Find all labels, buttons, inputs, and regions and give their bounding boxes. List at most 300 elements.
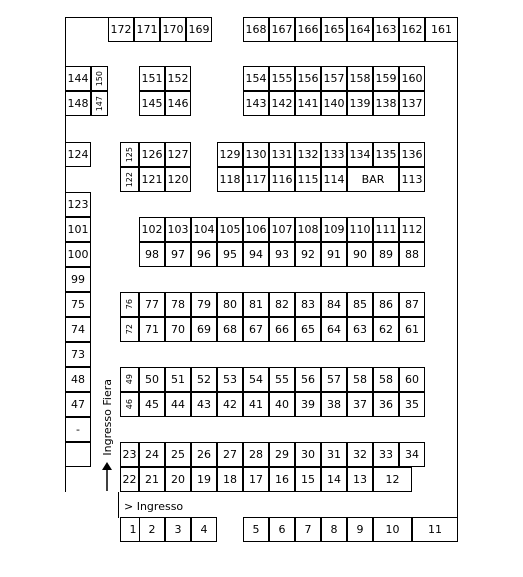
stand-108 <box>295 217 321 242</box>
stand-43 <box>191 392 217 417</box>
stand-label: 127 <box>167 148 189 161</box>
stand-label: 135 <box>375 148 397 161</box>
stand-label: 82 <box>275 298 289 311</box>
stand-label: 32 <box>353 448 367 461</box>
stand-label: 33 <box>379 448 393 461</box>
stand-71 <box>139 317 165 342</box>
stand-label: 88 <box>405 248 419 261</box>
stand-label: 138 <box>375 97 397 110</box>
stand-99 <box>65 267 91 292</box>
stand-label: 169 <box>188 23 210 36</box>
stand-label: 130 <box>245 148 267 161</box>
stand-label: 34 <box>405 448 419 461</box>
stand-46 <box>120 392 139 417</box>
stand-34 <box>399 442 425 467</box>
stand-label: 139 <box>349 97 371 110</box>
stand-label: 10 <box>385 523 400 536</box>
stand-110 <box>347 217 373 242</box>
entrance-line <box>118 492 119 518</box>
stand-172 <box>108 17 134 42</box>
stand-label: 93 <box>275 248 289 261</box>
stand-label: 22 <box>122 473 137 486</box>
stand-26 <box>191 442 217 467</box>
stand-label: - <box>76 423 80 436</box>
stand-33 <box>373 442 399 467</box>
stand-155 <box>269 66 295 91</box>
stand-31 <box>321 442 347 467</box>
stand-121 <box>139 167 165 192</box>
stand-label: 164 <box>349 23 371 36</box>
stand-8 <box>321 517 347 542</box>
stand-label: 151 <box>141 72 163 85</box>
stand-label: 144 <box>67 72 89 85</box>
stand-label: 155 <box>271 72 293 85</box>
stand-122 <box>120 167 139 192</box>
stand-72 <box>120 317 139 342</box>
stand-115 <box>295 167 321 192</box>
stand-label: 20 <box>171 473 185 486</box>
stand-label: 3 <box>174 523 182 536</box>
stand-92 <box>295 242 321 267</box>
stand-label: 125 <box>124 146 134 163</box>
stand-9 <box>347 517 373 542</box>
stand-label: 15 <box>301 473 315 486</box>
stand-label: 159 <box>375 72 397 85</box>
stand-label: 172 <box>110 23 132 36</box>
stand-label: 52 <box>197 373 211 386</box>
stand-label: 58 <box>379 373 393 386</box>
stand-91 <box>321 242 347 267</box>
stand-label: 69 <box>197 323 211 336</box>
stand-159 <box>373 66 399 91</box>
stand-150 <box>91 66 108 91</box>
stand-50 <box>139 367 165 392</box>
stand-6 <box>269 517 295 542</box>
stand-label: 26 <box>197 448 211 461</box>
stand-label: 47 <box>71 398 85 411</box>
stand-label: 111 <box>375 223 397 236</box>
stand-160 <box>399 66 425 91</box>
stand-75 <box>65 292 91 317</box>
stand-label: 132 <box>297 148 319 161</box>
stand-28 <box>243 442 269 467</box>
stand-111 <box>373 217 399 242</box>
stand-label: 84 <box>327 298 341 311</box>
stand-131 <box>269 142 295 167</box>
stand-104 <box>191 217 217 242</box>
stand-36 <box>373 392 399 417</box>
stand-label: 79 <box>197 298 211 311</box>
stand-77 <box>139 292 165 317</box>
stand-45 <box>139 392 165 417</box>
stand-label: 55 <box>275 373 289 386</box>
stand-label: 80 <box>223 298 237 311</box>
stand-19 <box>191 467 217 492</box>
stand-label: 35 <box>405 398 419 411</box>
stand-13 <box>347 467 373 492</box>
stand-51 <box>165 367 191 392</box>
stand-label: 62 <box>379 323 393 336</box>
stand-label: 1 <box>129 523 137 536</box>
stand-label: 29 <box>275 448 289 461</box>
stand-89 <box>373 242 399 267</box>
stand-35 <box>399 392 425 417</box>
stand-label: 45 <box>145 398 159 411</box>
stand-23 <box>120 442 139 467</box>
stand-label: 114 <box>323 173 345 186</box>
stand-139 <box>347 91 373 116</box>
stand-85 <box>347 292 373 317</box>
stand-label: 117 <box>245 173 267 186</box>
stand-label: 16 <box>275 473 289 486</box>
stand-158 <box>347 66 373 91</box>
stand-25 <box>165 442 191 467</box>
stand-label: 43 <box>197 398 211 411</box>
stand-label: 44 <box>171 398 185 411</box>
stand-107 <box>269 217 295 242</box>
stand-21 <box>139 467 165 492</box>
stand-label: 2 <box>148 523 156 536</box>
stand-12 <box>373 467 412 492</box>
stand-label: 40 <box>275 398 289 411</box>
stand-label: 54 <box>249 373 263 386</box>
stand-65 <box>295 317 321 342</box>
stand-48 <box>65 367 91 392</box>
stand-label: 12 <box>385 473 400 486</box>
stand-label: 86 <box>379 298 393 311</box>
stand-label: BAR <box>361 173 385 186</box>
stand-57 <box>321 367 347 392</box>
stand-label: 85 <box>353 298 367 311</box>
stand-label: 24 <box>145 448 159 461</box>
stand-96 <box>191 242 217 267</box>
stand-label: 142 <box>271 97 293 110</box>
stand-label: 123 <box>67 198 89 211</box>
outer-wall-top <box>65 17 108 18</box>
entrance-label: > Ingresso <box>124 500 184 513</box>
stand-84 <box>321 292 347 317</box>
stand-label: 92 <box>301 248 315 261</box>
stand-168 <box>243 17 269 42</box>
stand-label: 30 <box>301 448 315 461</box>
stand-label: 157 <box>323 72 345 85</box>
stand-label: 41 <box>249 398 263 411</box>
stand-147 <box>91 91 108 116</box>
stand-105 <box>217 217 243 242</box>
stand-116 <box>269 167 295 192</box>
stand-64 <box>321 317 347 342</box>
stand-label: 17 <box>249 473 263 486</box>
stand-161 <box>425 17 458 42</box>
stand-157 <box>321 66 347 91</box>
stand-label: 170 <box>162 23 184 36</box>
stand-label: 28 <box>249 448 263 461</box>
entrance-arrow-icon <box>101 462 113 492</box>
stand-label: 131 <box>271 148 293 161</box>
stand-136 <box>399 142 425 167</box>
stand-label: 113 <box>401 173 423 186</box>
stand-label: 23 <box>122 448 137 461</box>
stand-93 <box>269 242 295 267</box>
stand-label: 141 <box>297 97 319 110</box>
stand-label: 75 <box>71 298 85 311</box>
stand-label: 145 <box>141 97 163 110</box>
stand-39 <box>295 392 321 417</box>
stand-label: 78 <box>171 298 185 311</box>
stand-102 <box>139 217 165 242</box>
stand-label: 51 <box>171 373 185 386</box>
stand-label: 18 <box>223 473 237 486</box>
stand-148 <box>65 91 91 116</box>
stand-112 <box>399 217 425 242</box>
stand-132 <box>295 142 321 167</box>
stand-label: 98 <box>145 248 159 261</box>
stand-20 <box>165 467 191 492</box>
stand-label: 46 <box>124 399 134 410</box>
stand-29 <box>269 442 295 467</box>
stand-label: 126 <box>141 148 163 161</box>
stand-133 <box>321 142 347 167</box>
stand-15 <box>295 467 321 492</box>
stand-95 <box>217 242 243 267</box>
stand-label: 72 <box>124 324 134 335</box>
stand-124 <box>65 142 91 167</box>
stand-label: 112 <box>401 223 423 236</box>
stand-44 <box>165 392 191 417</box>
stand-58 <box>373 367 399 392</box>
stand-label: 83 <box>301 298 315 311</box>
stand-label: 137 <box>401 97 423 110</box>
stand-16 <box>269 467 295 492</box>
stand-label: 150 <box>94 70 104 87</box>
stand-56 <box>295 367 321 392</box>
stand-label: 74 <box>71 323 85 336</box>
stand-label: 122 <box>124 171 134 188</box>
stand-126 <box>139 142 165 167</box>
stand-109 <box>321 217 347 242</box>
stand-label: 104 <box>193 223 215 236</box>
stand-100 <box>65 242 91 267</box>
stand-58 <box>347 367 373 392</box>
stand-label: 11 <box>428 523 442 536</box>
stand-138 <box>373 91 399 116</box>
stand-79 <box>191 292 217 317</box>
stand-label: 94 <box>249 248 263 261</box>
stand-label: 56 <box>301 373 315 386</box>
stand-label: 39 <box>301 398 315 411</box>
stand-label: 106 <box>245 223 267 236</box>
stand-label: 171 <box>136 23 158 36</box>
stand-151 <box>139 66 165 91</box>
stand-127 <box>165 142 191 167</box>
stand-162 <box>399 17 425 42</box>
stand-label: 53 <box>223 373 237 386</box>
fair-entrance-label: Ingresso Fiera <box>100 378 114 456</box>
stand-dash <box>65 417 91 442</box>
stand-label: 165 <box>323 23 345 36</box>
stand-62 <box>373 317 399 342</box>
stand-label: 110 <box>349 223 371 236</box>
stand-label: 161 <box>431 23 452 36</box>
stand-2 <box>139 517 165 542</box>
stand-label: 21 <box>145 473 159 486</box>
stand-label: 8 <box>330 523 338 536</box>
stand-69 <box>191 317 217 342</box>
stand-label: 6 <box>278 523 286 536</box>
stand-label: 163 <box>375 23 397 36</box>
stand-38 <box>321 392 347 417</box>
stand-label: 124 <box>67 148 89 161</box>
stand-134 <box>347 142 373 167</box>
stand-66 <box>269 317 295 342</box>
stand-label: 49 <box>124 374 134 385</box>
stand-blank <box>65 442 91 467</box>
stand-30 <box>295 442 321 467</box>
stand-32 <box>347 442 373 467</box>
stand-18 <box>217 467 243 492</box>
stand-73 <box>65 342 91 367</box>
stand-label: 103 <box>167 223 189 236</box>
stand-154 <box>243 66 269 91</box>
stand-label: 76 <box>124 299 134 310</box>
stand-label: 162 <box>401 23 423 36</box>
stand-label: 14 <box>327 473 341 486</box>
stand-120 <box>165 167 191 192</box>
stand-label: 68 <box>223 323 237 336</box>
stand-123 <box>65 192 91 217</box>
stand-label: 38 <box>327 398 341 411</box>
stand-label: 42 <box>223 398 237 411</box>
stand-label: 73 <box>71 348 85 361</box>
stand-label: 134 <box>349 148 371 161</box>
stand-label: 58 <box>353 373 367 386</box>
stand-label: 160 <box>401 72 423 85</box>
stand-167 <box>269 17 295 42</box>
stand-label: 147 <box>94 95 104 112</box>
stand-label: 77 <box>145 298 159 311</box>
stand-67 <box>243 317 269 342</box>
stand-label: 65 <box>301 323 315 336</box>
stand-17 <box>243 467 269 492</box>
stand-125 <box>120 142 139 167</box>
stand-bar <box>347 167 399 192</box>
stand-113 <box>399 167 425 192</box>
stand-27 <box>217 442 243 467</box>
stand-94 <box>243 242 269 267</box>
stand-label: 156 <box>297 72 319 85</box>
stand-170 <box>160 17 186 42</box>
stand-label: 101 <box>67 223 89 236</box>
stand-97 <box>165 242 191 267</box>
stand-83 <box>295 292 321 317</box>
stand-label: 148 <box>67 97 89 110</box>
stand-label: 13 <box>353 473 367 486</box>
stand-80 <box>217 292 243 317</box>
outer-wall-right <box>457 42 458 517</box>
stand-label: 91 <box>327 248 341 261</box>
stand-156 <box>295 66 321 91</box>
stand-49 <box>120 367 139 392</box>
stand-140 <box>321 91 347 116</box>
stand-143 <box>243 91 269 116</box>
stand-label: 102 <box>141 223 163 236</box>
stand-142 <box>269 91 295 116</box>
stand-label: 118 <box>219 173 241 186</box>
stand-82 <box>269 292 295 317</box>
stand-label: 50 <box>145 373 159 386</box>
stand-117 <box>243 167 269 192</box>
stand-label: 71 <box>145 323 159 336</box>
stand-label: 70 <box>171 323 185 336</box>
stand-14 <box>321 467 347 492</box>
stand-label: 143 <box>245 97 267 110</box>
stand-74 <box>65 317 91 342</box>
stand-40 <box>269 392 295 417</box>
stand-label: 107 <box>271 223 293 236</box>
stand-label: 9 <box>356 523 364 536</box>
stand-98 <box>139 242 165 267</box>
stand-61 <box>399 317 425 342</box>
stand-129 <box>217 142 243 167</box>
stand-label: 152 <box>167 72 189 85</box>
stand-24 <box>139 442 165 467</box>
stand-label: 64 <box>327 323 341 336</box>
stand-60 <box>399 367 425 392</box>
stand-label: 100 <box>67 248 89 261</box>
stand-label: 87 <box>405 298 419 311</box>
stand-label: 168 <box>245 23 267 36</box>
stand-86 <box>373 292 399 317</box>
stand-label: 36 <box>379 398 393 411</box>
stand-label: 95 <box>223 248 237 261</box>
stand-label: 97 <box>171 248 185 261</box>
stand-70 <box>165 317 191 342</box>
stand-label: 133 <box>323 148 345 161</box>
stand-label: 129 <box>219 148 241 161</box>
stand-90 <box>347 242 373 267</box>
stand-103 <box>165 217 191 242</box>
stand-label: 109 <box>323 223 345 236</box>
stand-label: 116 <box>271 173 293 186</box>
stand-label: 25 <box>171 448 185 461</box>
stand-54 <box>243 367 269 392</box>
stand-3 <box>165 517 191 542</box>
stand-106 <box>243 217 269 242</box>
stand-label: 63 <box>353 323 367 336</box>
stand-11 <box>412 517 458 542</box>
stand-4 <box>191 517 217 542</box>
stand-164 <box>347 17 373 42</box>
stand-130 <box>243 142 269 167</box>
stand-76 <box>120 292 139 317</box>
stand-label: 48 <box>71 373 85 386</box>
stand-68 <box>217 317 243 342</box>
stand-label: 105 <box>219 223 241 236</box>
stand-label: 154 <box>245 72 267 85</box>
stand-label: 67 <box>249 323 263 336</box>
stand-label: 146 <box>167 97 189 110</box>
stand-114 <box>321 167 347 192</box>
stand-63 <box>347 317 373 342</box>
stand-163 <box>373 17 399 42</box>
stand-10 <box>373 517 412 542</box>
stand-5 <box>243 517 269 542</box>
stand-label: 121 <box>141 173 163 186</box>
stand-37 <box>347 392 373 417</box>
stand-87 <box>399 292 425 317</box>
stand-101 <box>65 217 91 242</box>
stand-145 <box>139 91 165 116</box>
